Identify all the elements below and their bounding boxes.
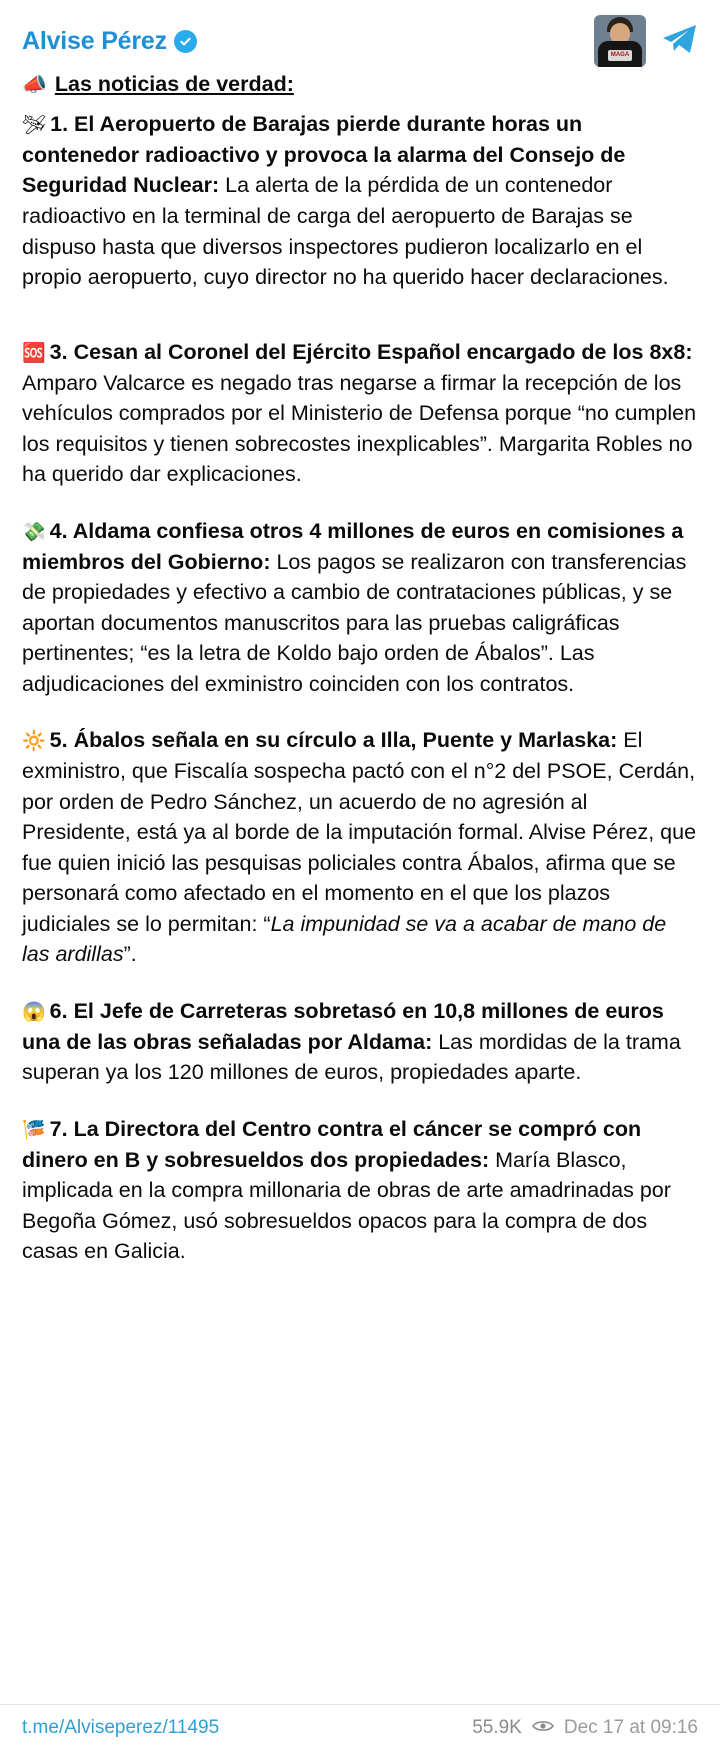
post-date: Dec 17 at 09:16 (563, 1716, 698, 1738)
item-body: Las mordidas de la trama superan ya los 120 millones de euros, propiedades aparte. (22, 1029, 681, 1085)
item-body: Amparo Valcarce es negado tras negarse a firmar la recepción de los vehículos comprados por el Ministerio de Defensa porque “no cumplen los requisitos y tienen sobrecostes inexplicables”. Margarita Robles no ha querido dar explicaciones. (22, 370, 697, 487)
list-gap (22, 319, 698, 337)
omg-icon: 😱 (22, 1001, 46, 1023)
headline-text: Las noticias de verdad: (54, 72, 294, 96)
news-list (22, 109, 698, 1267)
list-item (22, 1114, 698, 1267)
post-footer (0, 1704, 720, 1750)
airplane-icon: 🛩 (22, 115, 47, 136)
eye-icon (532, 1717, 554, 1739)
item-lead: 4. Aldama confiesa otros 4 millones de euros en comisiones a miembros del Gobierno: (22, 518, 684, 574)
item-tail: ”. (123, 942, 137, 967)
verified-badge-icon (174, 30, 197, 53)
money-icon: 💸 (22, 521, 46, 543)
telegram-icon[interactable] (662, 23, 698, 60)
view-count: 55.9K (472, 1716, 522, 1738)
list-item (22, 725, 698, 970)
item-body: María Blasco, implicada en la compra millonaria de obras de arte amadrinadas por Begoña Gómez, usó sobresueldos opacos para la compra de dos casas en Galicia. (22, 1147, 671, 1264)
carp-streamer-icon: 🎏 (22, 1119, 46, 1141)
item-body: La alerta de la pérdida de un contenedor radioactivo en la terminal de carga del aeropuerto de Barajas se dispuso hasta que diversos inspectores pudieron localizarlo en el propio aeropuerto, cuyo director no ha querido hacer declaraciones. (22, 173, 669, 290)
post-meta (472, 1717, 698, 1739)
list-item (22, 996, 698, 1088)
item-lead: 6. El Jefe de Carreteras sobretasó en 10,8 millones de euros una de las obras señaladas por Aldama: (22, 998, 664, 1054)
author-name: Alvise Pérez (22, 26, 167, 55)
sos-icon: 🆘 (22, 342, 46, 364)
list-item (22, 516, 698, 700)
list-item (22, 337, 698, 490)
item-lead: 5. Ábalos señala en su círculo a Illa, Puente y Marlaska: (49, 728, 618, 753)
item-lead: 3. Cesan al Coronel del Ejército Español encargado de los 8x8: (49, 339, 693, 364)
post-link[interactable]: t.me/Alviseperez/11495 (22, 1716, 220, 1738)
item-lead: 7. La Directora del Centro contra el cáncer se compró con dinero en B y sobresueldos dos propiedades: (22, 1116, 642, 1172)
megaphone-icon: 📣 (22, 74, 47, 96)
item-body: Los pagos se realizaron con transferencias de propiedades y efectivo a cambio de contrataciones públicas, y se aportan documentos manuscritos para las pruebas caligráficas pertinentes; “es la letra de Koldo bajo orden de Ábalos”. Las adjudicaciones del exministro coinciden con los contratos. (22, 549, 687, 696)
avatar[interactable] (594, 15, 646, 67)
sun-icon: 🔆 (22, 731, 46, 753)
avatar-cap-label: MAGA (608, 50, 632, 61)
page-title (22, 72, 698, 97)
author-block[interactable] (22, 27, 197, 56)
item-lead: 1. El Aeropuerto de Barajas pierde durante horas un contenedor radioactivo y provoca la alarma del Consejo de Seguridad Nuclear: (22, 112, 626, 198)
item-body: El exministro, que Fiscalía sospecha pactó con el n°2 del PSOE, Cerdán, por orden de Pedro Sánchez, un acuerdo de no agresión al Presidente, está ya al borde de la imputación formal. Alvise Pérez, que fue quien inició las pesquisas policiales contra Ábalos, afirma que se personará como afectado en el momento en el que los plazos judiciales se lo permitan: “ (22, 728, 697, 936)
post-header (22, 18, 698, 64)
list-item (22, 109, 698, 293)
header-actions (594, 15, 698, 67)
item-quote: La impunidad se va a acabar de mano de las ardillas (22, 911, 667, 967)
